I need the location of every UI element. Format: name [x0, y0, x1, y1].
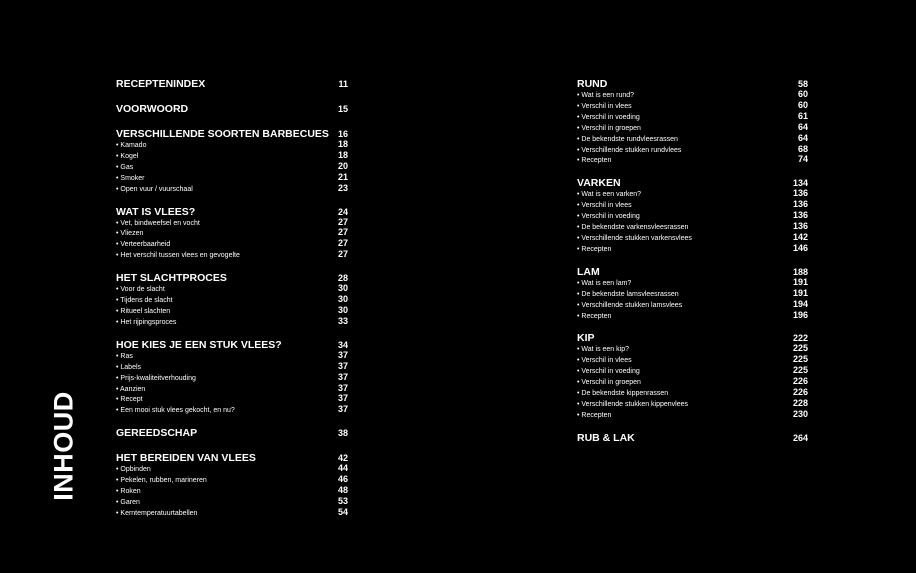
toc-entry	[116, 508, 348, 519]
toc-entry	[116, 464, 348, 475]
toc-entry	[116, 306, 348, 317]
entry-label: • Verschil in vlees	[577, 102, 632, 110]
toc-entry	[577, 222, 808, 233]
section-title: WAT IS VLEES?	[116, 205, 196, 218]
entry-page-number: 225	[792, 354, 808, 365]
entry-page-number: 136	[792, 221, 808, 232]
toc-entry	[116, 239, 348, 250]
entry-label: • Pekelen, rubben, marineren	[116, 477, 207, 485]
toc-entry	[116, 373, 348, 384]
toc-entry	[116, 173, 348, 184]
toc-entry	[577, 112, 808, 123]
entry-page-number: 33	[337, 315, 348, 326]
entry-page-number: 225	[792, 365, 808, 376]
entry-page-number: 74	[797, 154, 808, 165]
toc-section	[116, 453, 348, 519]
entry-label: • Verschil in voeding	[577, 113, 640, 121]
toc-section-heading	[577, 267, 808, 278]
toc-entry	[577, 189, 808, 200]
entry-page-number: 30	[337, 304, 348, 315]
toc-section	[116, 428, 348, 439]
toc-section	[577, 333, 808, 420]
entry-label: • Recepten	[577, 245, 612, 253]
entry-page-number: 20	[337, 160, 348, 171]
entry-page-number: 230	[792, 408, 808, 419]
page-title: INHOUD	[48, 391, 79, 501]
section-page-number: 58	[797, 79, 808, 89]
entry-page-number: 64	[797, 121, 808, 132]
entry-label: • Een mooi stuk vlees gekocht, en nu?	[116, 407, 235, 415]
entry-label: • De bekendste lamsvleesrassen	[577, 290, 679, 298]
toc-entry	[116, 394, 348, 405]
toc-entry	[577, 134, 808, 145]
toc-entry	[577, 300, 808, 311]
toc-entry	[577, 410, 808, 421]
entry-label: • Verschil in voeding	[577, 368, 640, 376]
toc-entry	[116, 497, 348, 508]
entry-label: • Verschil in vlees	[577, 357, 632, 365]
toc-section	[116, 104, 348, 115]
section-page-number: 42	[337, 453, 348, 464]
entry-page-number: 27	[337, 216, 348, 227]
entry-label: • Aanzien	[116, 385, 146, 393]
section-title: LAM	[577, 265, 600, 278]
entry-page-number: 37	[337, 360, 348, 371]
entry-page-number: 48	[337, 485, 348, 496]
toc-entry	[577, 399, 808, 410]
section-page-number: 188	[792, 266, 808, 277]
toc-entry	[577, 155, 808, 166]
entry-label: • Prijs-kwaliteitverhouding	[116, 374, 196, 382]
entry-label: • Garen	[116, 498, 140, 506]
entry-label: • Opbinden	[116, 466, 151, 474]
entry-label: • Verschillende stukken lamsvlees	[577, 301, 683, 309]
toc-entry	[116, 295, 348, 306]
entry-label: • Verschillende stukken kippenvlees	[577, 400, 689, 408]
toc-entry	[116, 218, 348, 229]
toc-section-heading	[116, 428, 348, 439]
entry-page-number: 64	[797, 132, 808, 143]
entry-label: • Kamado	[116, 142, 147, 149]
toc-entry	[116, 405, 348, 416]
toc-entry	[577, 211, 808, 222]
toc-entry	[577, 289, 808, 300]
section-title: RUB & LAK	[577, 431, 635, 444]
entry-label: • Ritueel slachten	[116, 307, 171, 315]
entry-label: • Verteerbaarheid	[116, 241, 171, 249]
entry-page-number: 226	[792, 387, 808, 398]
entry-label: • De bekendste kippenrassen	[577, 390, 669, 398]
entry-label: • De bekendste rundvleesrassen	[577, 135, 678, 143]
toc-entry	[577, 200, 808, 211]
entry-label: • Het verschil tussen vlees en gevogelte	[116, 252, 240, 260]
entry-label: • De bekendste varkensvleesrassen	[577, 224, 689, 232]
entry-label: • Vet, bindweefsel en vocht	[116, 219, 200, 227]
section-title: RUND	[577, 78, 608, 90]
toc-entry	[577, 278, 808, 289]
entry-page-number: 54	[337, 506, 348, 517]
entry-page-number: 191	[792, 276, 808, 287]
entry-label: • Wat is een rund?	[577, 92, 635, 99]
section-page-number: 11	[338, 79, 348, 89]
toc-entry	[116, 250, 348, 261]
section-page-number: 16	[337, 129, 348, 139]
toc-section	[116, 79, 348, 90]
toc-entry	[116, 284, 348, 295]
toc-entry	[116, 384, 348, 395]
entry-page-number: 44	[337, 463, 348, 474]
toc-section	[116, 207, 348, 262]
section-title: VERSCHILLENDE SOORTEN BARBECUES	[116, 128, 329, 140]
entry-page-number: 18	[337, 139, 348, 149]
entry-page-number: 27	[337, 249, 348, 260]
toc-entry	[116, 184, 348, 195]
entry-label: • Wat is een kip?	[577, 346, 629, 354]
entry-page-number: 60	[797, 99, 808, 110]
toc-entry	[116, 140, 348, 151]
entry-page-number: 18	[337, 149, 348, 160]
entry-label: • Recepten	[577, 312, 612, 320]
toc-entry	[577, 355, 808, 366]
entry-page-number: 68	[797, 143, 808, 154]
entry-page-number: 196	[792, 309, 808, 320]
toc-entry	[116, 228, 348, 239]
entry-label: • Recept	[116, 396, 143, 404]
entry-label: • Tijdens de slacht	[116, 297, 173, 305]
toc-section-heading	[116, 453, 348, 464]
toc-section	[116, 129, 348, 195]
toc-entry	[577, 366, 808, 377]
entry-label: • Kogel	[116, 152, 139, 160]
entry-label: • Verschil in groepen	[577, 124, 641, 132]
entry-page-number: 53	[337, 495, 348, 506]
section-page-number: 134	[792, 178, 808, 189]
section-title: HOE KIES JE EEN STUK VLEES?	[116, 338, 282, 351]
toc-section-heading	[577, 433, 808, 444]
toc-section-heading	[577, 178, 808, 189]
toc-entry	[577, 123, 808, 134]
toc-entry	[577, 377, 808, 388]
section-title: GEREEDSCHAP	[116, 427, 198, 440]
section-page-number: 34	[337, 339, 348, 350]
section-page-number: 24	[337, 206, 348, 217]
entry-page-number: 37	[337, 349, 348, 360]
toc-entry	[577, 344, 808, 355]
toc-entry	[577, 101, 808, 112]
toc-section	[577, 267, 808, 322]
entry-label: • Verschillende stukken varkensvlees	[577, 234, 692, 242]
section-page-number: 222	[792, 333, 808, 344]
entry-page-number: 30	[337, 283, 348, 294]
toc-entry	[577, 90, 808, 101]
entry-page-number: 194	[792, 298, 808, 309]
toc-right-column	[577, 79, 808, 458]
toc-section	[577, 178, 808, 254]
entry-page-number: 27	[337, 227, 348, 238]
entry-label: • Verschillende stukken rundvlees	[577, 146, 682, 154]
entry-page-number: 136	[792, 199, 808, 210]
entry-label: • Labels	[116, 363, 142, 371]
entry-page-number: 228	[792, 397, 808, 408]
toc-entry	[577, 311, 808, 322]
entry-label: • Verschil in groepen	[577, 379, 641, 387]
section-title: RECEPTENINDEX	[116, 78, 206, 90]
entry-page-number: 142	[792, 231, 808, 242]
entry-page-number: 37	[337, 371, 348, 382]
toc-left-column	[116, 79, 348, 531]
entry-label: • Verschil in voeding	[577, 213, 640, 221]
section-title: HET SLACHTPROCES	[116, 272, 227, 285]
toc-section	[577, 79, 808, 166]
toc-entry	[116, 151, 348, 162]
page-title-vertical	[40, 382, 88, 510]
entry-page-number: 23	[337, 182, 348, 193]
toc-entry	[577, 244, 808, 255]
toc-section-heading	[116, 207, 348, 218]
entry-page-number: 136	[792, 210, 808, 221]
entry-label: • Open vuur / vuurschaal	[116, 185, 193, 193]
entry-page-number: 37	[337, 382, 348, 393]
section-title: VOORWOORD	[116, 103, 189, 115]
section-title: HET BEREIDEN VAN VLEES	[116, 452, 256, 465]
entry-page-number: 61	[797, 110, 808, 121]
entry-label: • Roken	[116, 488, 141, 496]
entry-page-number: 146	[792, 242, 808, 253]
section-title: VARKEN	[577, 177, 621, 190]
entry-page-number: 60	[797, 89, 808, 99]
toc-entry	[116, 362, 348, 373]
toc-section	[116, 273, 348, 328]
entry-page-number: 191	[792, 287, 808, 298]
entry-page-number: 46	[337, 474, 348, 485]
entry-label: • Ras	[116, 352, 133, 360]
entry-label: • Recepten	[577, 411, 612, 419]
entry-label: • Kerntemperatuurtabellen	[116, 509, 198, 517]
toc-section-heading	[116, 129, 348, 140]
entry-page-number: 37	[337, 404, 348, 415]
toc-entry	[116, 162, 348, 173]
toc-section-heading	[116, 340, 348, 351]
entry-page-number: 225	[792, 343, 808, 354]
toc-section-heading	[116, 104, 348, 115]
section-page-number: 38	[337, 428, 348, 439]
entry-label: • Wat is een lam?	[577, 279, 632, 287]
toc-section-heading	[116, 79, 348, 90]
section-page-number: 28	[337, 273, 348, 284]
entry-label: • Voor de slacht	[116, 286, 165, 294]
entry-label: • Smoker	[116, 174, 145, 182]
entry-page-number: 27	[337, 238, 348, 249]
section-title: KIP	[577, 332, 595, 345]
toc-section-heading	[577, 333, 808, 344]
toc-entry	[116, 317, 348, 328]
entry-page-number: 30	[337, 294, 348, 305]
entry-label: • Wat is een varken?	[577, 191, 642, 199]
toc-entry	[577, 145, 808, 156]
entry-label: • Recepten	[577, 157, 612, 165]
toc-section	[577, 433, 808, 444]
entry-page-number: 37	[337, 393, 348, 404]
toc-section	[116, 340, 348, 416]
entry-page-number: 21	[337, 171, 348, 182]
toc-entry	[577, 388, 808, 399]
toc-section-heading	[577, 79, 808, 90]
toc-entry	[116, 351, 348, 362]
entry-page-number: 226	[792, 376, 808, 387]
section-page-number: 264	[792, 432, 808, 443]
toc-entry	[116, 475, 348, 486]
section-page-number: 15	[337, 104, 348, 114]
entry-page-number: 136	[792, 188, 808, 199]
entry-label: • Het rijpingsproces	[116, 318, 177, 326]
toc-section-heading	[116, 273, 348, 284]
toc-entry	[577, 233, 808, 244]
toc-entry	[116, 486, 348, 497]
entry-label: • Vliezen	[116, 230, 144, 238]
entry-label: • Verschil in vlees	[577, 202, 632, 210]
entry-label: • Gas	[116, 163, 134, 171]
